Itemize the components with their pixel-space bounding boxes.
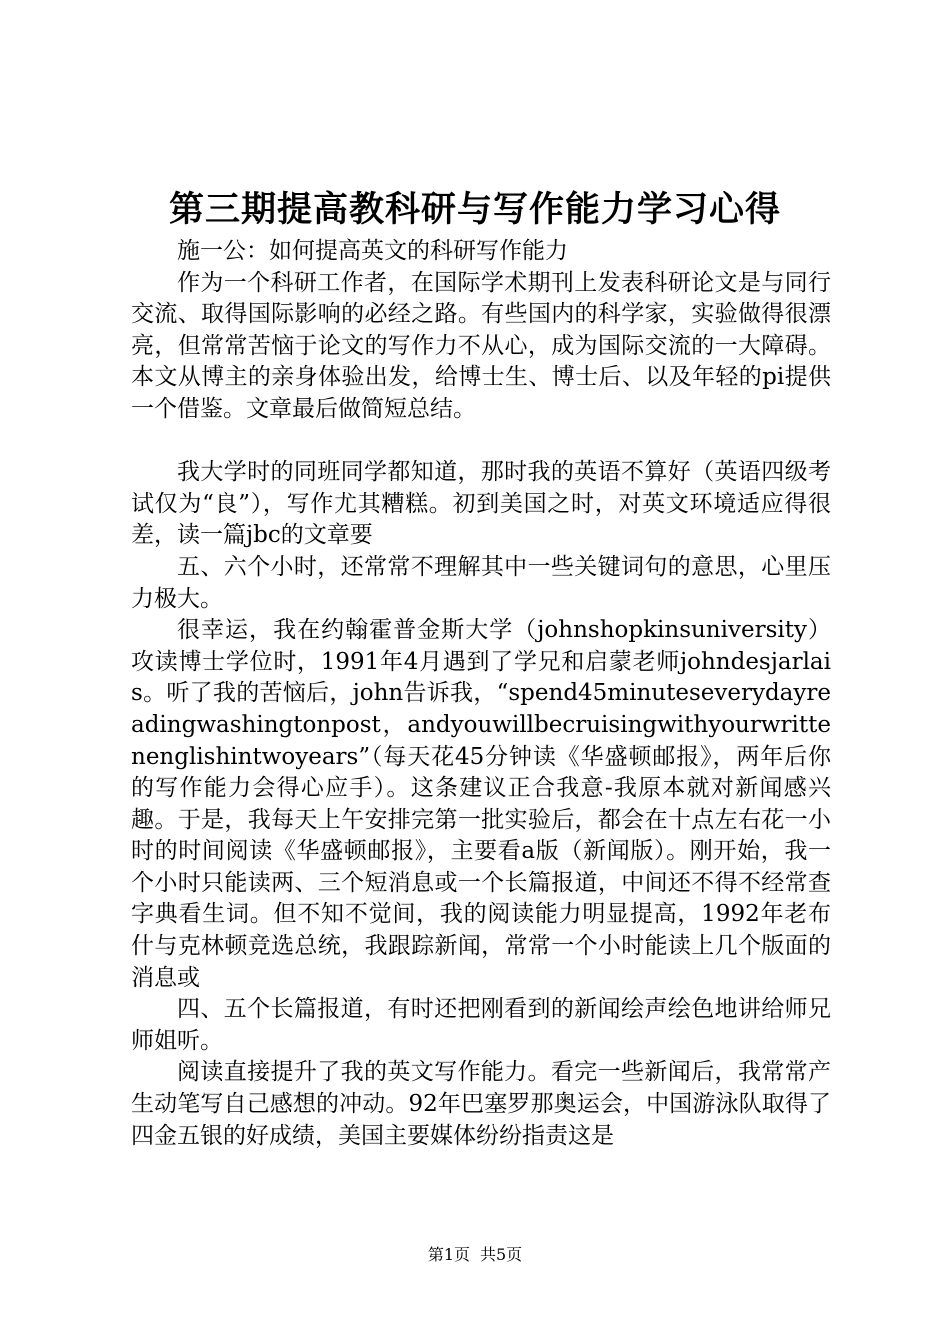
paragraph-john-advice: 很幸运，我在约翰霍普金斯大学（johnshopkinsuniversity）攻读博士学位时，1991年4月遇到了学兄和启蒙老师johndesjarlais。听了我的苦恼后，john告诉我，“spend45minuteseverydayreadingwashingtonpost，andyouwillbecruisingwithyourwrittenenglishintwoyears”（每天花45分钟读《华盛顿邮报》，两年后你的写作能力会得心应手）。这条建议正合我意-我原本就对新闻感兴趣。于是，我每天上午安排完第一批实验后，都会在十点左右花一小时的时间阅读《华盛顿邮报》，主要看a版（新闻版）。刚开始，我一个小时只能读两、三个短消息或一个长篇报道，中间还不得不经常查字典看生词。但不知不觉间，我的阅读能力明显提高，1992年老布什与克林顿竞选总统，我跟踪新闻，常常一个小时能读上几个版面的消息或 xyxy=(131,617,831,991)
page-number: 第1页 xyxy=(427,1245,470,1264)
paragraph-reading-writing: 阅读直接提升了我的英文写作能力。看完一些新闻后，我常常产生动笔写自己感想的冲动。92年巴塞罗那奥运会，中国游泳队取得了四金五银的好成绩，美国主要媒体纷纷指责这是 xyxy=(131,1059,831,1149)
document-body xyxy=(131,236,831,1152)
paragraph-intro: 作为一个科研工作者，在国际学术期刊上发表科研论文是与同行交流、取得国际影响的必经之路。有些国内的科学家，实验做得很漂亮，但常常苦恼于论文的写作力不从心，成为国际交流的一大障碍。本文从博主的亲身体验出发，给博士生、博士后、以及年轻的pi提供一个借鉴。文章最后做简短总结。 xyxy=(131,269,831,422)
paragraph-long-reports: 四、五个长篇报道，有时还把刚看到的新闻绘声绘色地讲给师兄师姐听。 xyxy=(131,996,831,1054)
page-footer xyxy=(0,1244,950,1266)
paragraph-subtitle: 施一公：如何提高英文的科研写作能力 xyxy=(177,238,568,264)
paragraph-english-background: 我大学时的同班同学都知道，那时我的英语不算好（英语四级考试仅为“良”），写作尤其糟糕。初到美国之时，对英文环境适应得很差，读一篇jbc的文章要 xyxy=(131,459,831,549)
page-total: 共5页 xyxy=(480,1245,523,1264)
paragraph-reading-difficulty: 五、六个小时，还常常不理解其中一些关键词句的意思，心里压力极大。 xyxy=(131,553,831,612)
document-title: 第三期提高教科研与写作能力学习心得 xyxy=(168,190,781,230)
